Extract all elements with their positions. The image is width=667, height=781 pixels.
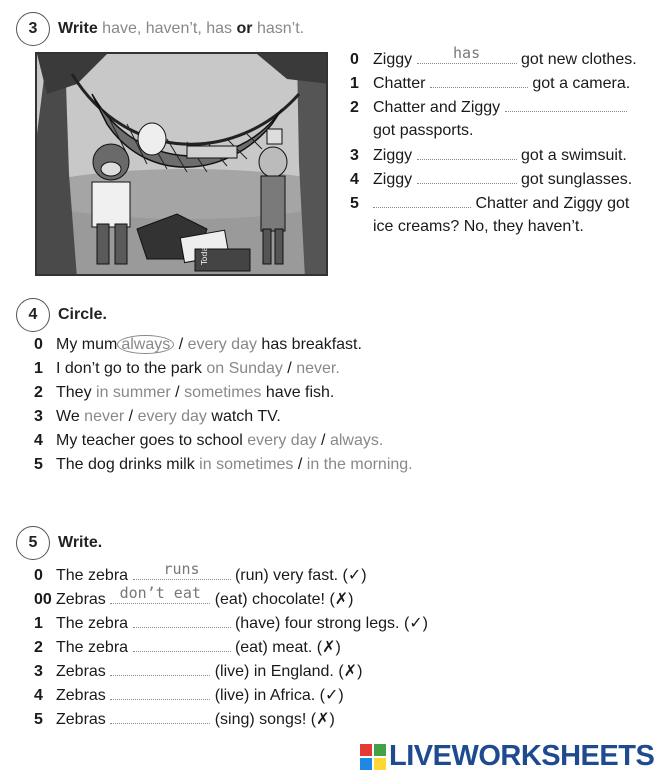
section-number: 5 [16, 526, 50, 560]
list-item: 0 Ziggy has got new clothes. [350, 44, 637, 68]
section-4-header [16, 298, 107, 332]
cross-mark: (✗) [338, 663, 363, 680]
section-title: Write. [58, 534, 103, 551]
list-item: 4 Ziggy got sunglasses. [350, 171, 633, 188]
option[interactable]: every day [137, 408, 207, 425]
section-number: 4 [16, 298, 50, 332]
answer-field[interactable]: has [417, 50, 517, 64]
option[interactable]: never. [296, 360, 340, 377]
section-5-header [16, 526, 102, 560]
cross-mark: (✗) [310, 711, 335, 728]
list-item: 2 The zebra (eat) meat. (✗) [34, 639, 341, 656]
liveworksheets-logo-icon [360, 744, 386, 770]
cross-mark: (✗) [329, 591, 354, 608]
answer-field[interactable] [133, 614, 231, 628]
logo-text: LIVEWORKSHEETS [389, 740, 655, 772]
answer-field[interactable] [505, 98, 627, 112]
answer-field[interactable] [373, 194, 471, 208]
list-item: 0 The zebra runs (run) very fast. (✓) [34, 560, 367, 584]
answer-field[interactable] [110, 686, 210, 700]
check-mark: (✓) [319, 687, 344, 704]
option[interactable]: in summer [96, 384, 171, 401]
option[interactable]: in the morning. [306, 456, 413, 473]
list-item: 3 We never / every day watch TV. [34, 408, 281, 425]
option[interactable]: always. [329, 432, 384, 449]
list-item-continuation: got passports. [373, 122, 474, 139]
option[interactable]: every day [187, 336, 257, 353]
list-item: 5 Zebras (sing) songs! (✗) [34, 711, 335, 728]
answer-field[interactable]: runs [133, 566, 231, 580]
liveworksheets-logo [360, 740, 654, 773]
section-title: Circle. [58, 306, 107, 323]
section-3-header [16, 12, 304, 46]
list-item: 0 My mum always / every day has breakfast. [34, 336, 362, 353]
hammock-illustration-image [37, 54, 328, 276]
option[interactable]: on Sunday [206, 360, 283, 377]
list-item: 00 Zebras don’t eat (eat) chocolate! (✗) [34, 584, 354, 608]
list-item: 5 The dog drinks milk in sometimes / in the morning. [34, 456, 413, 473]
list-item: 1 The zebra (have) four strong legs. (✓) [34, 615, 428, 632]
answer-field[interactable] [417, 146, 517, 160]
list-item: 5 Chatter and Ziggy got [350, 195, 630, 212]
answer-field[interactable] [417, 170, 517, 184]
section-title: Write have, haven’t, has or hasn’t. [58, 20, 305, 37]
answer-field[interactable] [133, 638, 231, 652]
bag-label: Today [200, 241, 209, 265]
option-circled[interactable]: always [117, 335, 174, 354]
answer-field[interactable] [430, 74, 528, 88]
check-mark: (✓) [342, 567, 367, 584]
answer-field[interactable]: don’t eat [110, 590, 210, 604]
list-item: 2 They in summer / sometimes have fish. [34, 384, 335, 401]
list-item: 4 My teacher goes to school every day / always. [34, 432, 384, 449]
option[interactable]: every day [247, 432, 317, 449]
list-item: 1 I don’t go to the park on Sunday / never. [34, 360, 340, 377]
list-item: 3 Ziggy got a swimsuit. [350, 147, 627, 164]
list-item: 1 Chatter got a camera. [350, 75, 631, 92]
list-item: 4 Zebras (live) in Africa. (✓) [34, 687, 344, 704]
check-mark: (✓) [403, 615, 428, 632]
answer-field[interactable] [110, 710, 210, 724]
illustration-hammock [35, 52, 328, 276]
list-item: 3 Zebras (live) in England. (✗) [34, 663, 363, 680]
option[interactable]: never [84, 408, 125, 425]
list-item-continuation: ice creams? No, they haven’t. [373, 218, 584, 235]
list-item: 2 Chatter and Ziggy [350, 98, 627, 117]
option[interactable]: sometimes [184, 384, 262, 401]
cross-mark: (✗) [316, 639, 341, 656]
option[interactable]: in sometimes [199, 456, 294, 473]
answer-field[interactable] [110, 662, 210, 676]
section-number: 3 [16, 12, 50, 46]
